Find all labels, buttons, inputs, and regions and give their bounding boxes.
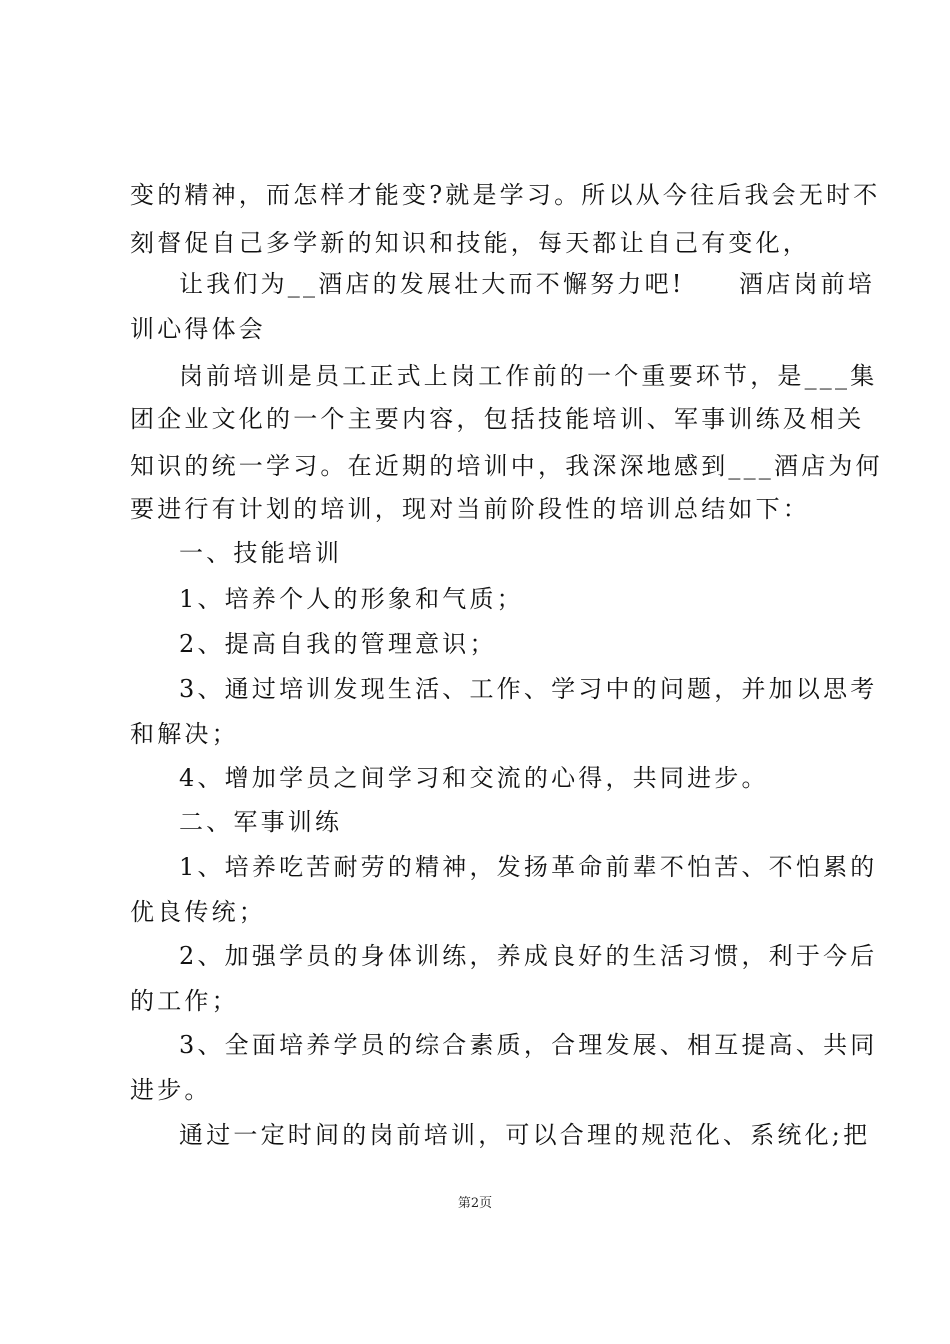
text-line-12: 3、通过培训发现生活、工作、学习中的问题，并加以思考	[179, 675, 878, 703]
text-line-4: 训心得体会	[130, 315, 266, 343]
text-line-20: 3、全面培养学员的综合素质，合理发展、相互提高、共同	[179, 1031, 878, 1059]
text-line-22: 通过一定时间的岗前培训，可以合理的规范化、系统化;把	[179, 1121, 871, 1149]
text-line-19: 的工作；	[130, 987, 239, 1015]
text-line-18: 2、加强学员的身体训练，养成良好的生活习惯，利于今后	[179, 942, 878, 970]
text-line-1: 变的精神，而怎样才能变?就是学习。所以从今往后我会无时不	[130, 181, 881, 209]
text-line-5: 岗前培训是员工正式上岗工作前的一个重要环节，是___集	[179, 362, 878, 390]
text-line-3: 让我们为__酒店的发展壮大而不懈努力吧! 酒店岗前培	[179, 270, 876, 298]
text-line-9: 一、技能培训	[179, 539, 343, 567]
text-line-8: 要进行有计划的培训，现对当前阶段性的培训总结如下：	[130, 495, 810, 523]
text-line-17: 优良传统；	[130, 898, 266, 926]
text-line-21: 进步。	[130, 1076, 212, 1104]
text-line-14: 4、增加学员之间学习和交流的心得，共同进步。	[179, 764, 769, 792]
text-line-2: 刻督促自己多学新的知识和技能，每天都让自己有变化，	[130, 229, 810, 257]
text-line-6: 团企业文化的一个主要内容，包括技能培训、军事训练及相关	[130, 405, 865, 433]
text-line-16: 1、培养吃苦耐劳的精神，发扬革命前辈不怕苦、不怕累的	[179, 853, 878, 881]
text-line-10: 1、培养个人的形象和气质；	[179, 585, 524, 613]
text-line-11: 2、提高自我的管理意识；	[179, 630, 497, 658]
text-line-15: 二、军事训练	[179, 808, 343, 836]
text-line-7: 知识的统一学习。在近期的培训中，我深深地感到___酒店为何	[130, 452, 883, 480]
text-line-13: 和解决；	[130, 720, 239, 748]
page-number: 第2页	[457, 1196, 493, 1211]
